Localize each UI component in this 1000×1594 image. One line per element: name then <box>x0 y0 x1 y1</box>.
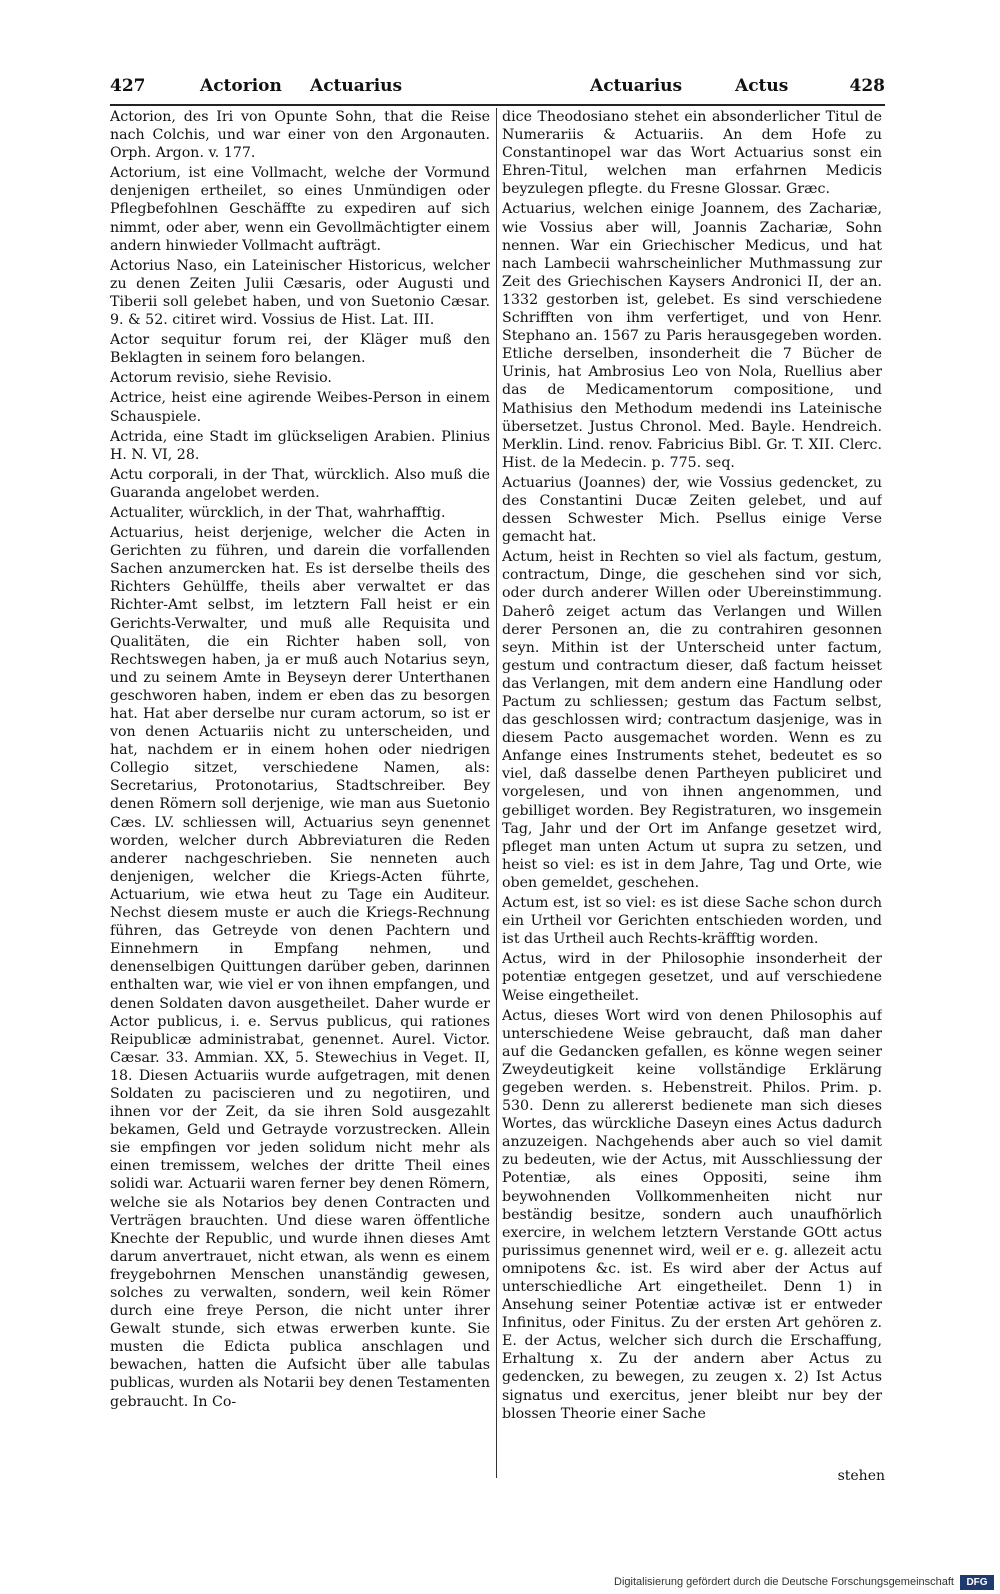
lexicon-page <box>110 70 885 1510</box>
text-columns <box>110 108 885 1508</box>
right-keyword-2: Actus <box>735 76 789 96</box>
entry-actuarius-medicus: Actuarius, welchen einige Joannem, des Zachariæ, wie Vossius aber will, Joannis Zachariæ, Sohn nennen. War ein Griechischer Medicus, und hat nach Lambecii wahrscheinlicher Muthmassung zur Zeit des Griechischen Kaysers Andronici II, der an. 1332 gestorben ist, gelebet. Es sind verschiedene Schrifften von ihm verfertiget, und von Henr. Stephano an. 1567 zu Paris herausgegeben worden. Etliche derselben, insonderheit die 7 Bücher de Urinis, hat Ambrosius Leo von Nola, Ruellius aber das de Medicamentorum compositione, und Mathisius den Methodum medendi ins Lateinische übersetzet. Justus Chronol. Med. Bayle. Hendreich. Merklin. Lind. renov. Fabricius Bibl. Gr. T. XII. Clerc. Hist. de la Medecin. p. 775. seq. <box>502 201 882 471</box>
entry-actrice: Actrice, heist eine agirende Weibes-Person in einem Schauspiele. <box>110 390 490 425</box>
footer-text: Digitalisierung gefördert durch die Deutsche Forschungsgemeinschaft <box>614 1576 954 1588</box>
entry-actrida: Actrida, eine Stadt im glückseligen Arabien. Plinius H. N. VI, 28. <box>110 428 490 463</box>
right-column <box>502 108 882 1508</box>
left-page-number: 427 <box>110 76 146 96</box>
entry-actorium: Actorium, ist eine Vollmacht, welche der Vormund denjenigen ertheilet, so eines Unmündigen oder Pflegbefohlnen Geschäffte zu expediren auf sich nimmt, oder aber, wenn ein Gevollmächtigter einem andern hinwieder Vollmacht aufträgt. <box>110 165 490 254</box>
entry-actorius-naso: Actorius Naso, ein Lateinischer Historicus, welcher zu denen Zeiten Julii Cæsaris, oder Augusti und Tiberii soll gelebet haben, und von Suetonio Cæsar. 9. & 52. citiret wird. Vossius de Hist. Lat. III. <box>110 257 490 329</box>
digitization-footer <box>0 1574 1000 1594</box>
running-header <box>110 70 885 106</box>
entry-actum-est: Actum est, ist so viel: es ist diese Sache schon durch ein Urtheil vor Gerichten entschieden worden, und ist das Urtheil auch Rechts-kräfftig worden. <box>502 895 882 948</box>
entry-actualiter: Actualiter, würcklich, in der That, wahrhafftig. <box>110 504 446 521</box>
entry-actorion: Actorion, des Iri von Opunte Sohn, that die Reise nach Colchis, und war einer von den Argonauten. Orph. Argon. v. 177. <box>110 109 490 162</box>
column-divider <box>496 108 497 1478</box>
entry-actuarius-cont: dice Theodosiano stehet ein absonderlicher Titul de Numerariis & Actuariis. An dem Hofe zu Constantinopel war das Wort Actuarius sonst ein Ehren-Titul, welchen man erfahrnen Medicis beyzulegen pflegte. du Fresne Glossar. Græc. <box>502 109 882 198</box>
right-keyword-1: Actuarius <box>590 76 683 96</box>
left-column <box>110 108 490 1508</box>
entry-actum: Actum, heist in Rechten so viel als factum, gestum, contractum, Dinge, die geschehen sind vor sich, oder durch anderer Willen oder Ubereinstimmung. Daherô zeiget actum das Verlangen und Willen derer Personen an, die zu contrahiren gesonnen seyn. Mithin ist der Unterscheid unter factum, gestum und contractum dieser, daß factum heisset das Verlangen, mit dem andern eine Handlung oder Pactum zu schliessen; gestum das Factum selbst, das geschlossen wird; contractum dasjenige, was in diesem Pacto ausgemachet worden. Wenn es zu Anfange eines Instruments stehet, bedeutet es so viel, daß dasselbe denen Partheyen publiciret und vorgelesen, und von ihnen angenommen, und gebilliget worden. Bey Registraturen, wo insgemein Tag, Jahr und der Ort im Anfange gesetzet wird, pfleget man unten Actum ut supra zu setzen, und heist so viel: es ist in dem Jahre, Tag und Orte, wie oben gemeldet, geschehen. <box>502 549 882 891</box>
entry-actus: Actus, dieses Wort wird von denen Philosophis auf unterschiedene Weise gebraucht, daß man daher auf die Gedancken gefallen, es könne wegen seiner Zweydeutigkeit keine vollständige Erklärung gegeben werden. s. Hebenstreit. Philos. Prim. p. 530. Denn zu allererst bedienete man sich dieses Wortes, das würckliche Daseyn eines Actus dadurch anzuzeigen. Nachgehends aber auch so viel damit zu bedeuten, wie der Actus, mit Ausschliessung der Potentiæ, als eines Oppositi, seine ihm beywohnenden Vollkommenheiten nicht nur beständig besitze, sondern auch unaufhörlich exercire, in welchem letztern Verstande GOtt actus purissimus genennet wird, weil er e. g. allezeit actu omnipotens &c. ist. Es wird aber der Actus auf unterschiedliche Art eingetheilet. Denn 1) in Ansehung seiner Potentiæ activæ ist er entweder Infinitus, oder Finitus. Zu der ersten Art gehören z. E. der Actus, welcher sich durch die Erschaffung, Erhaltung x. Zu der andern aber Actus zu gedencken, zu bewegen, zu zeugen x. 2) Ist Actus signatus und exercitus, jener bleibt nur bey der blossen Theorie einer Sache <box>502 1007 882 1422</box>
entry-actuarius-joannes: Actuarius (Joannes) der, wie Vossius gedencket, zu des Constantini Ducæ Zeiten gelebet, und auf dessen Schwester Mich. Psellus einige Verse gemacht hat. <box>502 474 882 546</box>
entry-actorum-revisio: Actorum revisio, siehe Revisio. <box>110 370 332 387</box>
entry-actuarius: Actuarius, heist derjenige, welcher die Acten in Gerichten zu führen, und darein die vorfallenden Sachen anzumercken hat. Es ist derselbe theils des Richters Gehülffe, theils aber verwaltet er das Richter-Amt selbst, im letztern Fall heist er ein Gerichts-Verwalter, und muß alle Requisita und Qualitäten, die ein Richter haben soll, von Rechtswegen haben, ja er muß auch Notarius seyn, und zu seinem Amte in Beyseyn derer Unterthanen geschworen haben, indem er eben das zu besorgen hat. Hat aber derselbe nur curam actorum, so ist er von denen Actuariis nicht zu unterscheiden, und hat, nachdem er in einem hohen oder niedrigen Collegio sitzet, verschiedene Namen, als: Secretarius, Protonotarius, Stadtschreiber. Bey denen Römern soll derjenige, wie man aus Suetonio Cæs. LV. schliessen will, Actuarius seyn genennet worden, welcher durch Abbreviaturen die Reden anderer nachgeschrieben. Sie nenneten auch denjenigen, welcher die Kriegs-Acten führte, Actuarium, wie etwa heut zu Tage ein Auditeur. Nechst diesem muste er auch die Kriegs-Rechnung führen, das Getreyde von denen Pachtern und Einnehmern in Empfang nehmen, und denenselbigen Quittungen darüber geben, darinnen enthalten war, wie viel er von ihnen empfangen, und denen Soldaten davon ausgetheilet. Daher wurde er Actor publicus, i. e. Servus publicus, qui rationes Reipublicæ administrabat, genennet. Aurel. Victor. Cæsar. 33. Ammian. XX, 5. Stewechius in Veget. II, 18. Diesen Actuariis wurde aufgetragen, mit denen Soldaten zu paciscieren und zu negotiiren, und ihnen vor der Zeit, da sie ihren Sold ausgezahlt bekamen, Geld und Getrayde vorzustrecken. Allein sie empfingen vor jeden solidum nicht mehr als einen tremissem, welches der dritte Theil eines solidi war. Actuarii waren ferner bey denen Römern, welche sie als Notarios bey denen Contracten und Verträgen brauchten. Und diese waren öffentliche Knechte der Republic, und wurde ihnen dieses Amt darum anvertrauet, nicht etwan, als wenn es einem freygebohrnen Menschen unanständig gewesen, solches zu verwalten, sondern, weil kein Römer durch eine freye Person, die nicht unter ihrer Gewalt stunde, sich etwas erwerben kunte. Sie musten die Edicta publica anschlagen und bewachen, hatten die Aufsicht über alle tabulas publicas, wurden als Notarii bey denen Testamenten gebraucht. In Co- <box>110 525 490 1410</box>
catchword: stehen <box>837 1468 885 1484</box>
entry-actor-sequitur: Actor sequitur forum rei, der Kläger muß den Beklagten in seinem foro belangen. <box>110 332 490 367</box>
left-keyword-2: Actuarius <box>310 76 403 96</box>
right-page-number: 428 <box>849 76 885 96</box>
left-keyword-1: Actorion <box>200 76 282 96</box>
entry-actus-philosophie: Actus, wird in der Philosophie insonderheit der potentiæ entgegen gesetzet, und auf verschiedene Weise eingetheilet. <box>502 951 882 1004</box>
entry-actu-corporali: Actu corporali, in der That, würcklich. Also muß die Guaranda angelobet werden. <box>110 466 490 501</box>
dfg-logo: DFG <box>960 1575 994 1590</box>
